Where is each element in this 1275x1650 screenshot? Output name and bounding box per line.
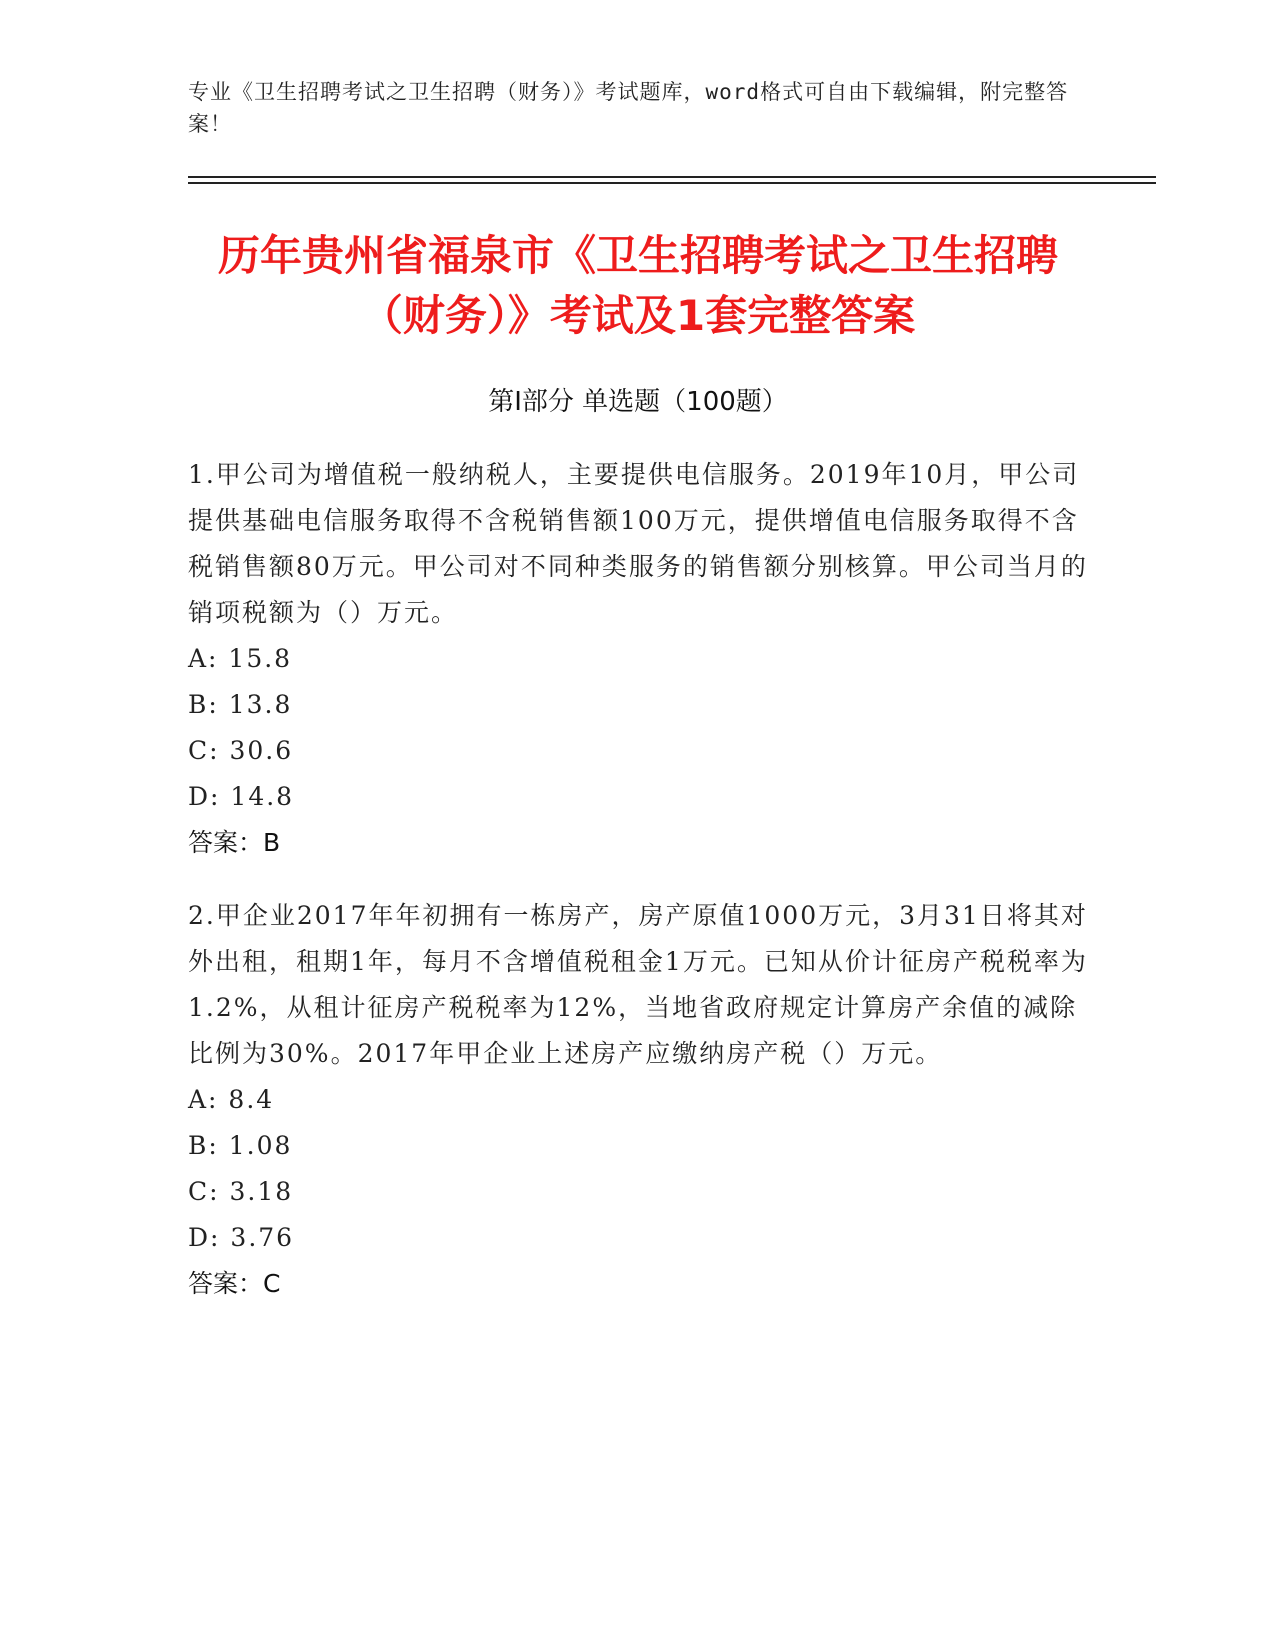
answer: 答案：C (188, 1269, 281, 1298)
option-c: C: 30.6 (188, 736, 294, 765)
option-b: B: 13.8 (188, 690, 293, 719)
question-2 (188, 893, 1088, 1307)
header-divider-bottom (188, 182, 1156, 184)
header-note: 专业《卫生招聘考试之卫生招聘（财务）》考试题库，word格式可自由下载编辑，附完整答案！ (188, 80, 1069, 136)
option-d: D: 14.8 (188, 782, 295, 811)
question-stem: 2.甲企业2017年年初拥有一栋房产，房产原值1000万元，3月31日将其对外出租，租期1年，每月不含增值税租金1万元。已知从价计征房产税税率为1.2%，从租计征房产税税率为12%，当地省政府规定计算房产余值的减除比例为30%。2017年甲企业上述房产应缴纳房产税（）万元。 (188, 901, 1088, 1068)
option-d: D: 3.76 (188, 1223, 295, 1252)
option-a: A: 8.4 (188, 1085, 275, 1114)
option-a: A: 15.8 (188, 644, 293, 673)
option-b: B: 1.08 (188, 1131, 293, 1160)
document-title: 历年贵州省福泉市《卫生招聘考试之卫生招聘（财务）》考试及1套完整答案 (217, 231, 1058, 340)
answer: 答案：B (188, 828, 281, 857)
question-stem: 1.甲公司为增值税一般纳税人，主要提供电信服务。2019年10月，甲公司提供基础电信服务取得不含税销售额100万元，提供增值电信服务取得不含税销售额80万元。甲公司对不同种类服务的销售额分别核算。甲公司当月的销项税额为（）万元。 (188, 460, 1088, 627)
header-divider-top (188, 176, 1156, 178)
question-1 (188, 452, 1088, 866)
section-title: 第Ⅰ部分 单选题（100题） (488, 387, 788, 417)
option-c: C: 3.18 (188, 1177, 294, 1206)
